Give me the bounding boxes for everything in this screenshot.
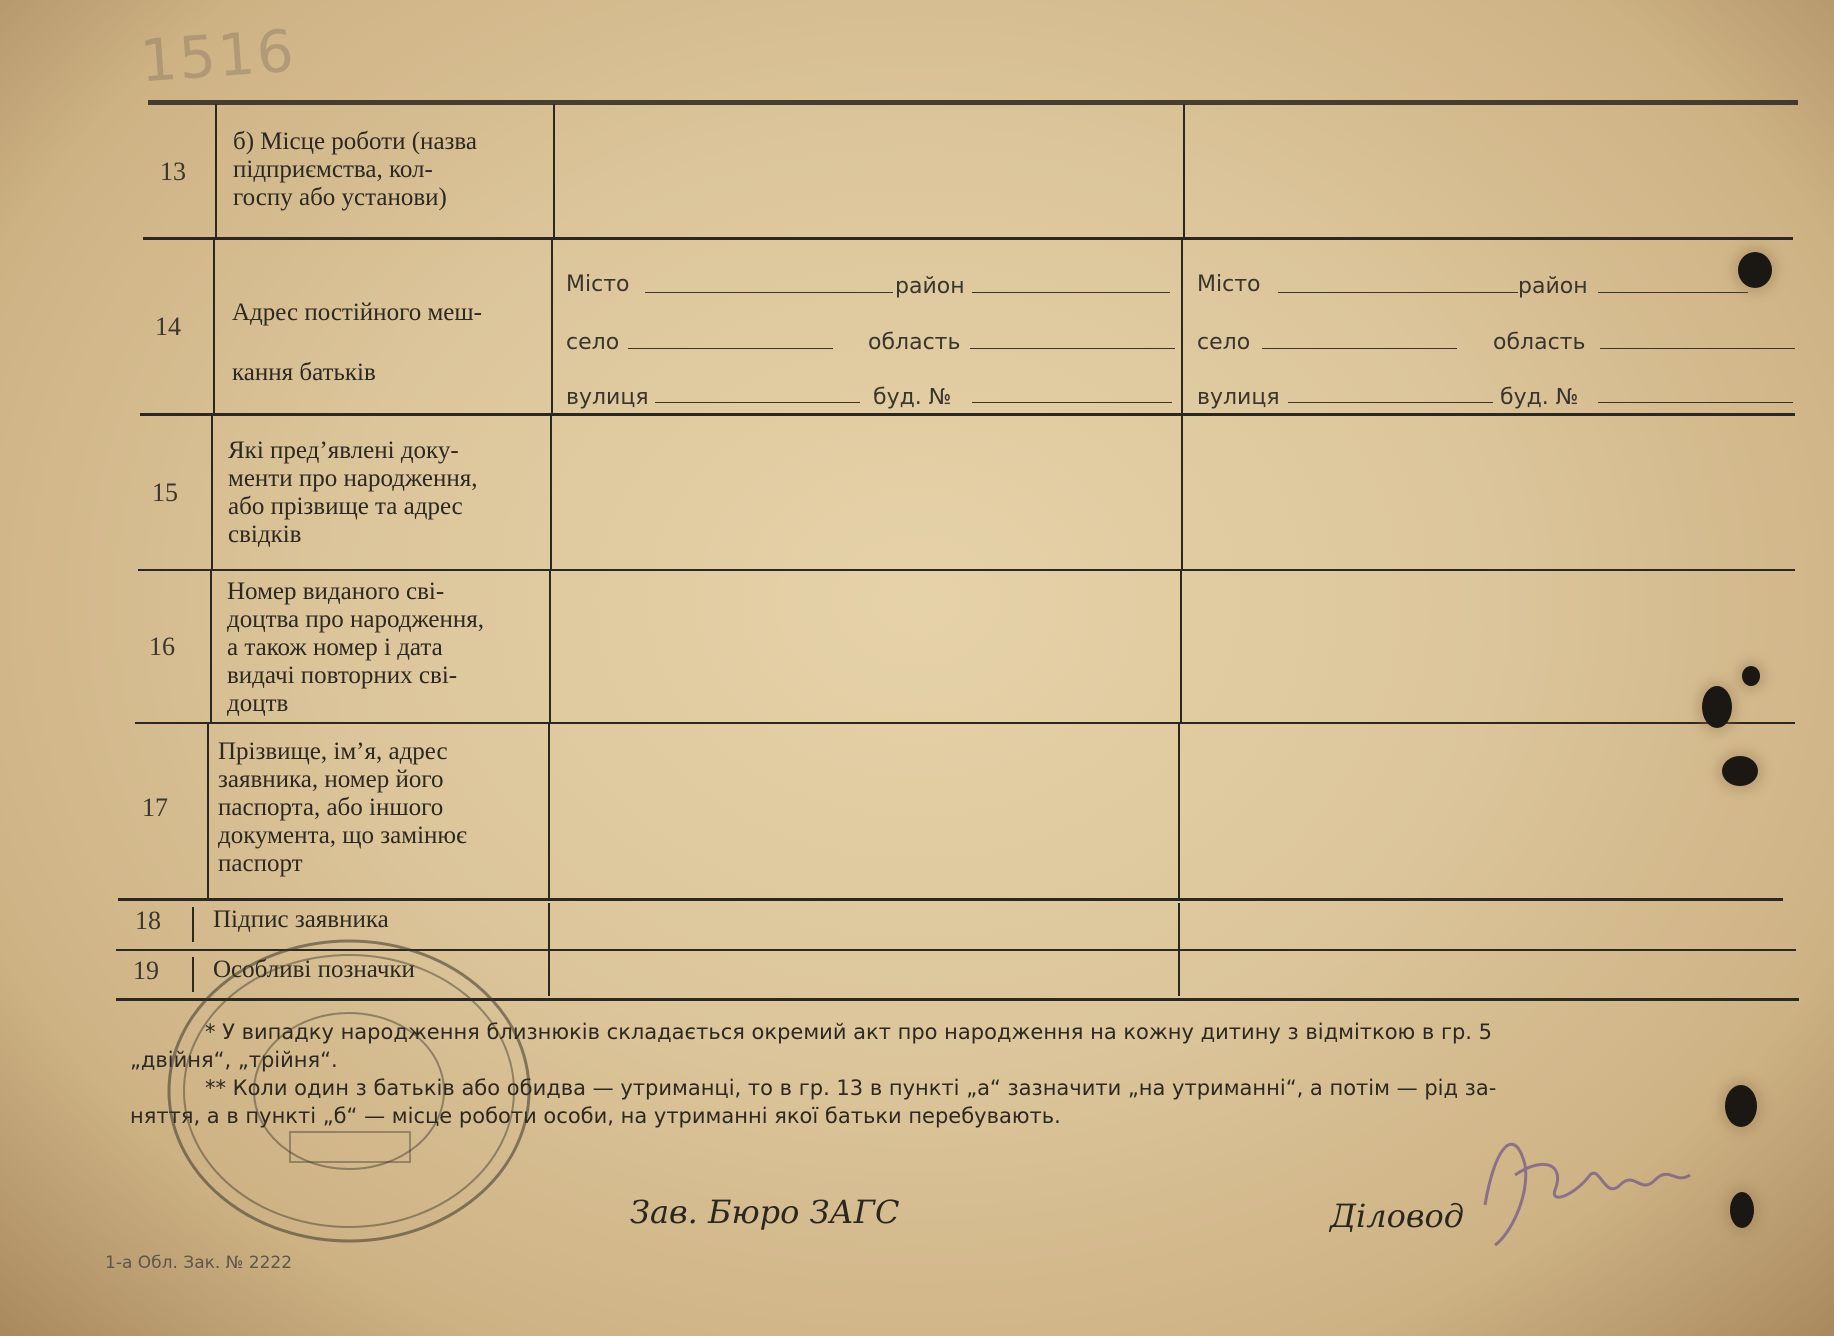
row-divider xyxy=(138,569,1795,571)
father-street-label: вулиця xyxy=(566,385,649,410)
row-label: Адрес постійного меш- кання батьків xyxy=(232,299,482,386)
binding-hole xyxy=(1742,666,1760,686)
father-region-label: область xyxy=(868,330,961,355)
binding-hole xyxy=(1702,686,1732,728)
col-divider xyxy=(553,104,555,238)
row-number: 16 xyxy=(149,632,175,661)
col-divider xyxy=(548,724,550,898)
father-district-line[interactable] xyxy=(972,292,1170,293)
head-of-registry-label: Зав. Бюро ЗАГС xyxy=(630,1193,900,1231)
clerk-signature xyxy=(1455,1105,1705,1265)
row-label: Які пред’явлені доку- менти про народження, або прізвище та адрес свідків xyxy=(228,437,478,548)
row-divider xyxy=(135,722,1795,724)
col-divider xyxy=(550,416,552,569)
row-label: Особливі позначки xyxy=(213,956,415,983)
mother-district-label: район xyxy=(1518,274,1588,299)
binding-hole xyxy=(1725,1085,1757,1127)
col-divider xyxy=(549,571,551,722)
mother-district-line[interactable] xyxy=(1598,292,1748,293)
binding-hole xyxy=(1722,756,1758,786)
col-divider xyxy=(1180,571,1182,722)
mother-building-label: буд. № xyxy=(1500,385,1579,410)
col-divider xyxy=(1183,104,1185,238)
top-rule xyxy=(148,100,1798,105)
row-label: Прізвище, ім’я, адрес заявника, номер його паспорта, або іншого документа, що замінює паспорт xyxy=(218,738,467,877)
row-number: 17 xyxy=(142,793,168,822)
printer-imprint: 1-а Обл. Зак. № 2222 xyxy=(105,1253,293,1273)
father-village-line[interactable] xyxy=(628,348,833,349)
mother-city-label: Місто xyxy=(1197,272,1261,297)
row-divider xyxy=(140,413,1795,416)
row-label: б) Місце роботи (назва підприємства, кол- госпу або установи) xyxy=(233,128,477,211)
mother-building-line[interactable] xyxy=(1598,402,1793,403)
col-divider xyxy=(1178,724,1180,898)
col-divider xyxy=(1181,240,1183,413)
mother-village-line[interactable] xyxy=(1262,348,1457,349)
col-divider xyxy=(551,240,553,413)
row-number: 19 xyxy=(133,956,159,985)
binding-hole xyxy=(1738,252,1772,288)
father-building-label: буд. № xyxy=(873,385,952,410)
father-building-line[interactable] xyxy=(972,402,1172,403)
mother-village-label: село xyxy=(1197,330,1251,355)
row-divider xyxy=(143,237,1793,240)
father-city-label: Місто xyxy=(566,272,630,297)
row-label: Номер виданого сві- доцтва про народження, а також номер і дата видачі повторних сві- доцтв xyxy=(227,578,484,717)
col-divider xyxy=(207,724,209,898)
mother-region-label: область xyxy=(1493,330,1586,355)
footnote-2-cont: няття, а в пункті „б“ — місце роботи особи, на утриманні якої батьки перебувають. xyxy=(130,1104,1061,1128)
col-divider xyxy=(1181,416,1183,569)
row-label: Підпис заявника xyxy=(213,906,389,933)
mother-region-line[interactable] xyxy=(1600,348,1795,349)
binding-hole xyxy=(1730,1192,1754,1228)
row-number: 13 xyxy=(160,157,186,186)
mother-street-label: вулиця xyxy=(1197,385,1280,410)
father-city-line[interactable] xyxy=(645,292,893,293)
father-street-line[interactable] xyxy=(655,402,860,403)
col-divider xyxy=(210,571,212,722)
mother-street-line[interactable] xyxy=(1288,402,1493,403)
col-divider xyxy=(1178,903,1180,996)
col-divider xyxy=(213,240,215,413)
row-divider xyxy=(118,898,1783,901)
col-divider xyxy=(548,903,550,996)
father-village-label: село xyxy=(566,330,620,355)
mother-city-line[interactable] xyxy=(1278,292,1518,293)
official-seal-stamp xyxy=(160,932,538,1250)
father-district-label: район xyxy=(895,274,965,299)
row-number: 14 xyxy=(155,312,181,341)
row-number: 15 xyxy=(152,478,178,507)
footnote-1-cont: „двійня“, „трійня“. xyxy=(130,1048,338,1072)
col-divider xyxy=(215,104,217,238)
father-region-line[interactable] xyxy=(970,348,1175,349)
handwritten-archive-number: 1516 xyxy=(137,16,298,96)
clerk-label: Діловод xyxy=(1330,1197,1465,1235)
col-divider xyxy=(211,416,213,569)
footnote-1: * У випадку народження близнюків складається окремий акт про народження на кожну дитину з відміткою в гр. 5 xyxy=(205,1020,1493,1044)
row-number: 18 xyxy=(135,906,161,935)
footnote-2: ** Коли один з батьків або обидва — утриманці, то в гр. 13 в пункті „а“ зазначити „на утриманні“, а потім — рід за- xyxy=(205,1076,1497,1100)
